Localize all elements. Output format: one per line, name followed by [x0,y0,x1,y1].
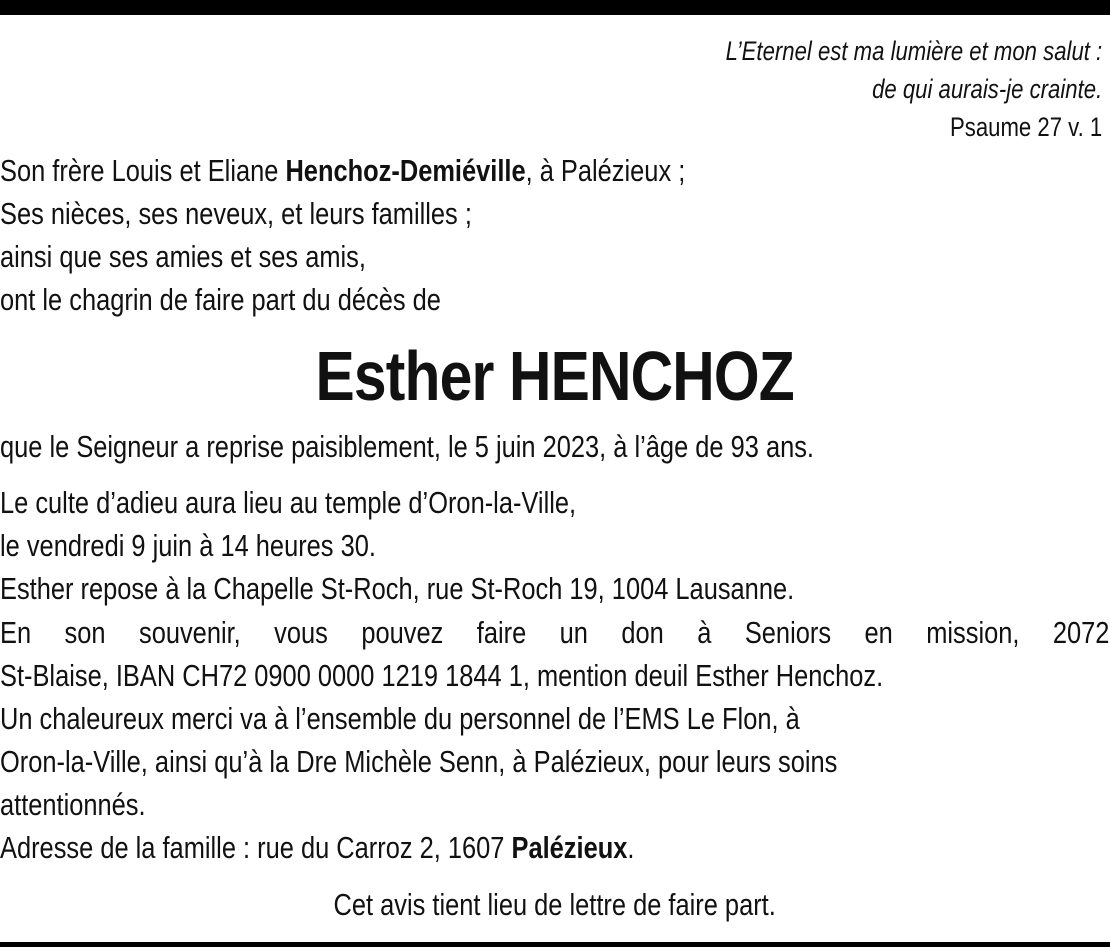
service-line-3: Esther repose à la Chapelle St-Roch, rue St-Roch 19, 1004 Lausanne. [0,571,795,606]
address-town: Palézieux [511,830,628,865]
service-line-2: le vendredi 9 juin à 14 heures 30. [0,528,376,563]
family-line-2: Ses nièces, ses neveux, et leurs familles ; [0,196,472,231]
death-announcement: que le Seigneur a reprise paisiblement, le 5 juin 2023, à l’âge de 93 ans. [0,429,814,464]
address-post: . [627,830,635,865]
bottom-border [0,942,1110,947]
psalm-verse [725,32,1102,146]
donation-line-1: En son souvenir, vous pouvez faire un don à Seniors en mission, 2072 [0,615,1110,650]
family-line-1 [0,150,685,192]
family-address [0,827,634,869]
family-line-3: ainsi que ses amies et ses amis, [0,239,366,274]
closing-note [0,884,1110,926]
family-line-1-pre: Son frère Louis et Eliane [0,153,286,188]
deceased-name [0,338,1110,414]
thanks-line-3: attentionnés. [0,787,146,822]
top-border [0,0,1110,15]
verse-line-2: de qui aurais-je crainte. [871,74,1102,104]
family-surname: Henchoz-Demiéville [285,153,526,188]
verse-reference: Psaume 27 v. 1 [949,112,1102,142]
deceased-name-text: Esther HENCHOZ [315,337,795,415]
thanks-line-2: Oron-la-Ville, ainsi qu’à la Dre Michèle Senn, à Palézieux, pour leurs soins [0,744,838,779]
service-line-1: Le culte d’adieu aura lieu au temple d’Oron-la-Ville, [0,485,577,520]
address-pre: Adresse de la famille : rue du Carroz 2, 1607 [0,830,512,865]
family-line-4: ont le chagrin de faire part du décès de [0,282,441,317]
verse-line-1: L’Eternel est ma lumière et mon salut : [725,36,1102,66]
donation-line-2: St-Blaise, IBAN CH72 0900 0000 1219 1844 1, mention deuil Esther Henchoz. [0,658,884,693]
family-line-1-post: , à Palézieux ; [525,153,686,188]
closing-note-text: Cet avis tient lieu de lettre de faire part. [333,887,777,922]
thanks-line-1: Un chaleureux merci va à l’ensemble du personnel de l’EMS Le Flon, à [0,701,800,736]
